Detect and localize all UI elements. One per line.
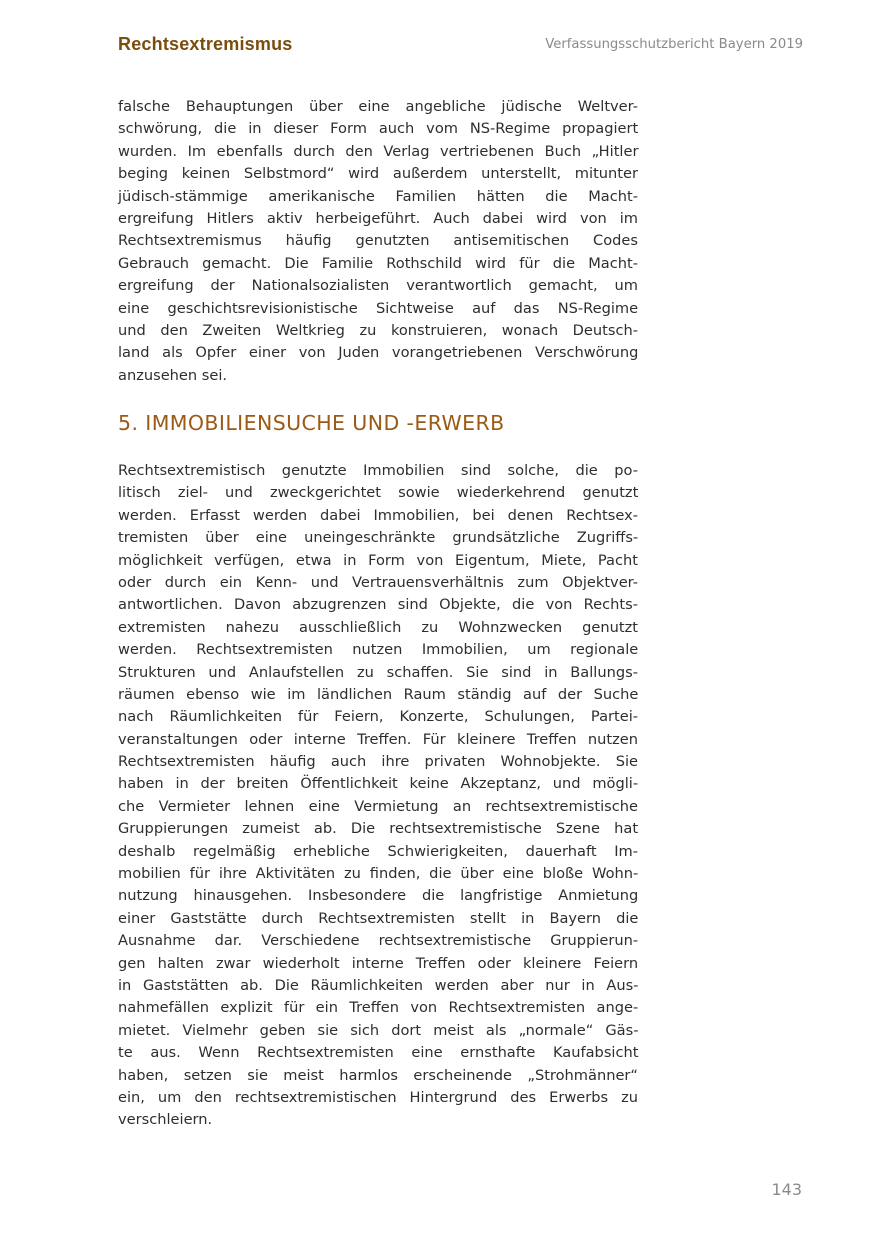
text-line: Rechtsextremisten häufig auch ihre privaten Wohnobjekte. Sie [118,753,638,771]
text-line: ein, um den rechtsextremistischen Hintergrund des Erwerbs zu [118,1088,638,1106]
text-line: ergreifung Hitlers aktiv herbeigeführt. Auch dabei wird von im [118,209,638,227]
text-line: ergreifung der Nationalsozialisten verantwortlich gemacht, um [118,277,638,295]
text-line: tremisten über eine uneingeschränkte grundsätzliche Zugriffs- [118,529,639,547]
text-line: anzusehen sei. [118,366,228,384]
text-line: in Gaststätten ab. Die Räumlichkeiten werden aber nur in Aus- [118,976,639,994]
text-line: litisch ziel- und zweckgerichtet sowie wiederkehrend genutzt [118,484,639,502]
running-header-report-title: Verfassungsschutzbericht Bayern 2019 [545,37,803,52]
text-line: wurden. Im ebenfalls durch den Verlag vertriebenen Buch „Hitler [118,142,639,160]
text-line: mietet. Vielmehr geben sie sich dort meist als „normale“ Gäs- [118,1021,639,1039]
paragraph-1 [118,96,638,387]
text-line: beging keinen Selbstmord“ wird außerdem unterstellt, mitunter [118,165,638,183]
page-number: 143 [771,1180,802,1199]
section-heading: 5. IMMOBILIENSUCHE UND -ERWERB [118,411,505,435]
text-line: schwörung, die in dieser Form auch vom NS-Regime propagiert [118,120,639,138]
text-line: oder durch ein Kenn- und Vertrauensverhältnis zum Objektver- [118,573,638,591]
text-line: nutzung hinausgehen. Insbesondere die langfristige Anmietung [118,887,639,905]
paragraph-2 [118,460,638,1132]
text-line: antwortlichen. Davon abzugrenzen sind Objekte, die von Rechts- [118,596,638,614]
text-line: te aus. Wenn Rechtsextremisten eine ernsthafte Kaufabsicht [118,1044,639,1062]
text-line: nach Räumlichkeiten für Feiern, Konzerte, Schulungen, Partei- [118,708,639,726]
text-line: Rechtsextremismus häufig genutzten antisemitischen Codes [118,232,638,250]
text-line: falsche Behauptungen über eine angebliche jüdische Weltver- [118,98,638,115]
text-line: haben, setzen sie meist harmlos erscheinende „Strohmänner“ [118,1066,638,1084]
text-line: räumen ebenso wie im ländlichen Raum ständig auf der Suche [118,685,639,703]
text-line: möglichkeit verfügen, etwa in Form von Eigentum, Miete, Pacht [118,551,638,569]
text-line: land als Opfer einer von Juden vorangetriebenen Verschwörung [118,344,639,362]
text-line: Rechtsextremistisch genutzte Immobilien sind solche, die po- [118,462,638,479]
text-line: gen halten zwar wiederholt interne Treffen oder kleinere Feiern [118,954,639,972]
text-line: extremisten nahezu ausschließlich zu Wohnzwecken genutzt [118,618,638,636]
text-line: eine geschichtsrevisionistische Sichtweise auf das NS-Regime [118,299,639,317]
text-line: haben in der breiten Öffentlichkeit keine Akzeptanz, und mögli- [118,775,639,793]
text-line: jüdisch-stämmige amerikanische Familien hätten die Macht- [118,187,639,205]
running-header-chapter: Rechtsextremismus [118,34,293,54]
text-line: werden. Rechtsextremisten nutzen Immobilien, um regionale [118,641,639,659]
text-line: Gruppierungen zumeist ab. Die rechtsextremistische Szene hat [118,820,639,838]
text-line: werden. Erfasst werden dabei Immobilien, bei denen Rechtsex- [118,506,638,524]
text-line: deshalb regelmäßig erhebliche Schwierigkeiten, dauerhaft Im- [118,842,638,860]
text-line: verschleiern. [118,1111,213,1129]
text-line: einer Gaststätte durch Rechtsextremisten stellt in Bayern die [118,909,639,927]
text-line: mobilien für ihre Aktivitäten zu finden, die über eine bloße Wohn- [118,865,639,883]
text-line: veranstaltungen oder interne Treffen. Für kleinere Treffen nutzen [118,730,638,748]
text-line: Ausnahme dar. Verschiedene rechtsextremistische Gruppierun- [118,932,639,950]
text-line: Gebrauch gemacht. Die Familie Rothschild wird für die Macht- [118,254,638,272]
text-line: und den Zweiten Weltkrieg zu konstruieren, wonach Deutsch- [118,321,638,339]
text-line: Strukturen und Anlaufstellen zu schaffen. Sie sind in Ballungs- [118,663,638,681]
text-line: che Vermieter lehnen eine Vermietung an rechtsextremistische [118,797,638,815]
text-line: nahmefällen explizit für ein Treffen von Rechtsextremisten ange- [118,999,639,1017]
